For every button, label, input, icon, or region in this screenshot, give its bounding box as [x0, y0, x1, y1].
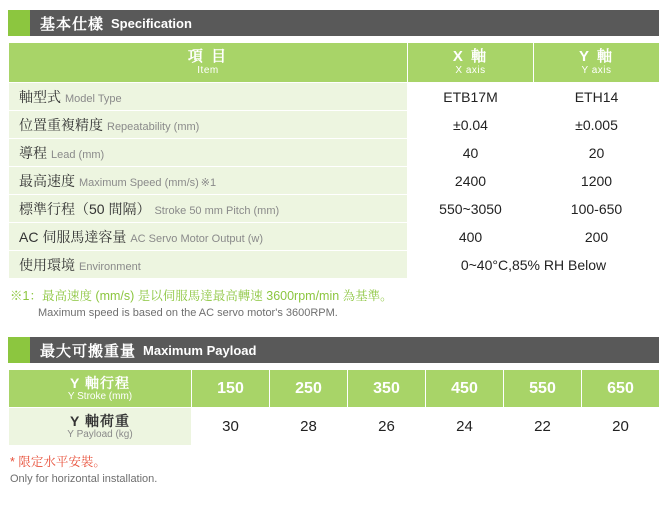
header-x-en: X axis: [455, 65, 486, 76]
table-row: [9, 83, 660, 111]
footnote-cn: ※1：最高速度 (mm/s) 是以伺服馬達最高轉速 3600rpm/min 為基準。: [10, 289, 393, 303]
row-label-lead: [9, 139, 408, 167]
stroke-value: 450: [426, 370, 504, 408]
payload-row-label-stroke: [9, 370, 192, 408]
label-en: Stroke 50 mm Pitch (mm): [154, 204, 280, 217]
value-y: 200: [534, 223, 660, 251]
specification-footnote: [10, 287, 659, 321]
stroke-value: 150: [192, 370, 270, 408]
label-cn: 軸型式: [19, 88, 61, 105]
value-x: ±0.04: [408, 111, 534, 139]
value-y: ±0.005: [534, 111, 660, 139]
row-label-maximum-speed: [9, 167, 408, 195]
label-cn: 標準行程（50 間隔）: [19, 200, 151, 217]
label-cn: 導程: [19, 144, 47, 161]
payload-footnote-en: Only for horizontal installation.: [10, 473, 158, 485]
label-en: AC Servo Motor Output (w): [130, 232, 263, 245]
payload-header-row: [9, 370, 660, 408]
section-title-en: Specification: [111, 15, 192, 31]
payload-title-en: Maximum Payload: [143, 342, 257, 358]
header-cell-y-axis: [534, 43, 660, 83]
value-x: 400: [408, 223, 534, 251]
accent-block-icon: [8, 337, 30, 363]
value-x: 40: [408, 139, 534, 167]
payload-value: 28: [270, 408, 348, 446]
specification-table: [8, 42, 660, 279]
value-merged-environment: 0~40°C,85% RH Below: [408, 251, 660, 279]
label-en: Y Stroke (mm): [67, 390, 133, 402]
table-row: [9, 139, 660, 167]
stroke-value: 550: [504, 370, 582, 408]
payload-value-row: [9, 408, 660, 446]
payload-table: [8, 369, 660, 446]
label-cn: 位置重複精度: [19, 116, 103, 133]
payload-footnote-cn: * 限定水平安裝。: [10, 455, 106, 469]
table-row: [9, 167, 660, 195]
payload-value: 20: [582, 408, 660, 446]
payload-section-header: [8, 337, 659, 363]
row-label-model-type: [9, 83, 408, 111]
row-label-environment: [9, 251, 408, 279]
table-row: [9, 223, 660, 251]
label-cn: Y 軸荷重: [70, 412, 130, 429]
row-label-servo-output: [9, 223, 408, 251]
header-x-cn: X 軸: [452, 48, 489, 65]
stroke-value: 350: [348, 370, 426, 408]
value-x: 2400: [408, 167, 534, 195]
table-row: [9, 251, 660, 279]
payload-value: 30: [192, 408, 270, 446]
header-y-cn: Y 軸: [579, 48, 614, 65]
label-en: Repeatability (mm): [107, 120, 200, 133]
footnote-en: Maximum speed is based on the AC servo motor's 3600RPM.: [38, 307, 338, 319]
header-cell-item: [9, 43, 408, 83]
header-item-en: Item: [197, 65, 219, 76]
label-en: Environment: [79, 260, 141, 273]
header-item-cn: 項 目: [187, 48, 229, 65]
payload-value: 26: [348, 408, 426, 446]
table-row: [9, 111, 660, 139]
value-y: ETH14: [534, 83, 660, 111]
accent-block-icon: [8, 10, 30, 36]
label-cn: 最高速度: [19, 172, 75, 189]
label-note-marker: ※1: [200, 176, 217, 189]
value-y: 20: [534, 139, 660, 167]
row-label-repeatability: [9, 111, 408, 139]
payload-value: 24: [426, 408, 504, 446]
value-y: 100-650: [534, 195, 660, 223]
header-cell-x-axis: [408, 43, 534, 83]
label-en: Lead (mm): [51, 148, 105, 161]
label-cn: 使用環境: [19, 256, 75, 273]
value-x: ETB17M: [408, 83, 534, 111]
payload-title-cn: 最大可搬重量: [40, 342, 137, 360]
section-title-cn: 基本仕樣: [40, 15, 105, 33]
table-row: [9, 195, 660, 223]
label-en: Maximum Speed (mm/s): [79, 176, 199, 189]
payload-section: [8, 337, 659, 487]
payload-footnote: [10, 454, 659, 487]
stroke-value: 250: [270, 370, 348, 408]
row-label-stroke: [9, 195, 408, 223]
value-y: 1200: [534, 167, 660, 195]
label-en: Y Payload (kg): [67, 428, 133, 440]
value-x: 550~3050: [408, 195, 534, 223]
specification-section-header: [8, 10, 659, 36]
stroke-value: 650: [582, 370, 660, 408]
table-header-row: [9, 43, 660, 83]
payload-value: 22: [504, 408, 582, 446]
header-y-en: Y axis: [581, 65, 612, 76]
label-cn: AC 伺服馬達容量: [19, 228, 127, 245]
label-en: Model Type: [65, 92, 122, 105]
label-cn: Y 軸行程: [70, 374, 130, 391]
payload-row-label-payload: [9, 408, 192, 446]
